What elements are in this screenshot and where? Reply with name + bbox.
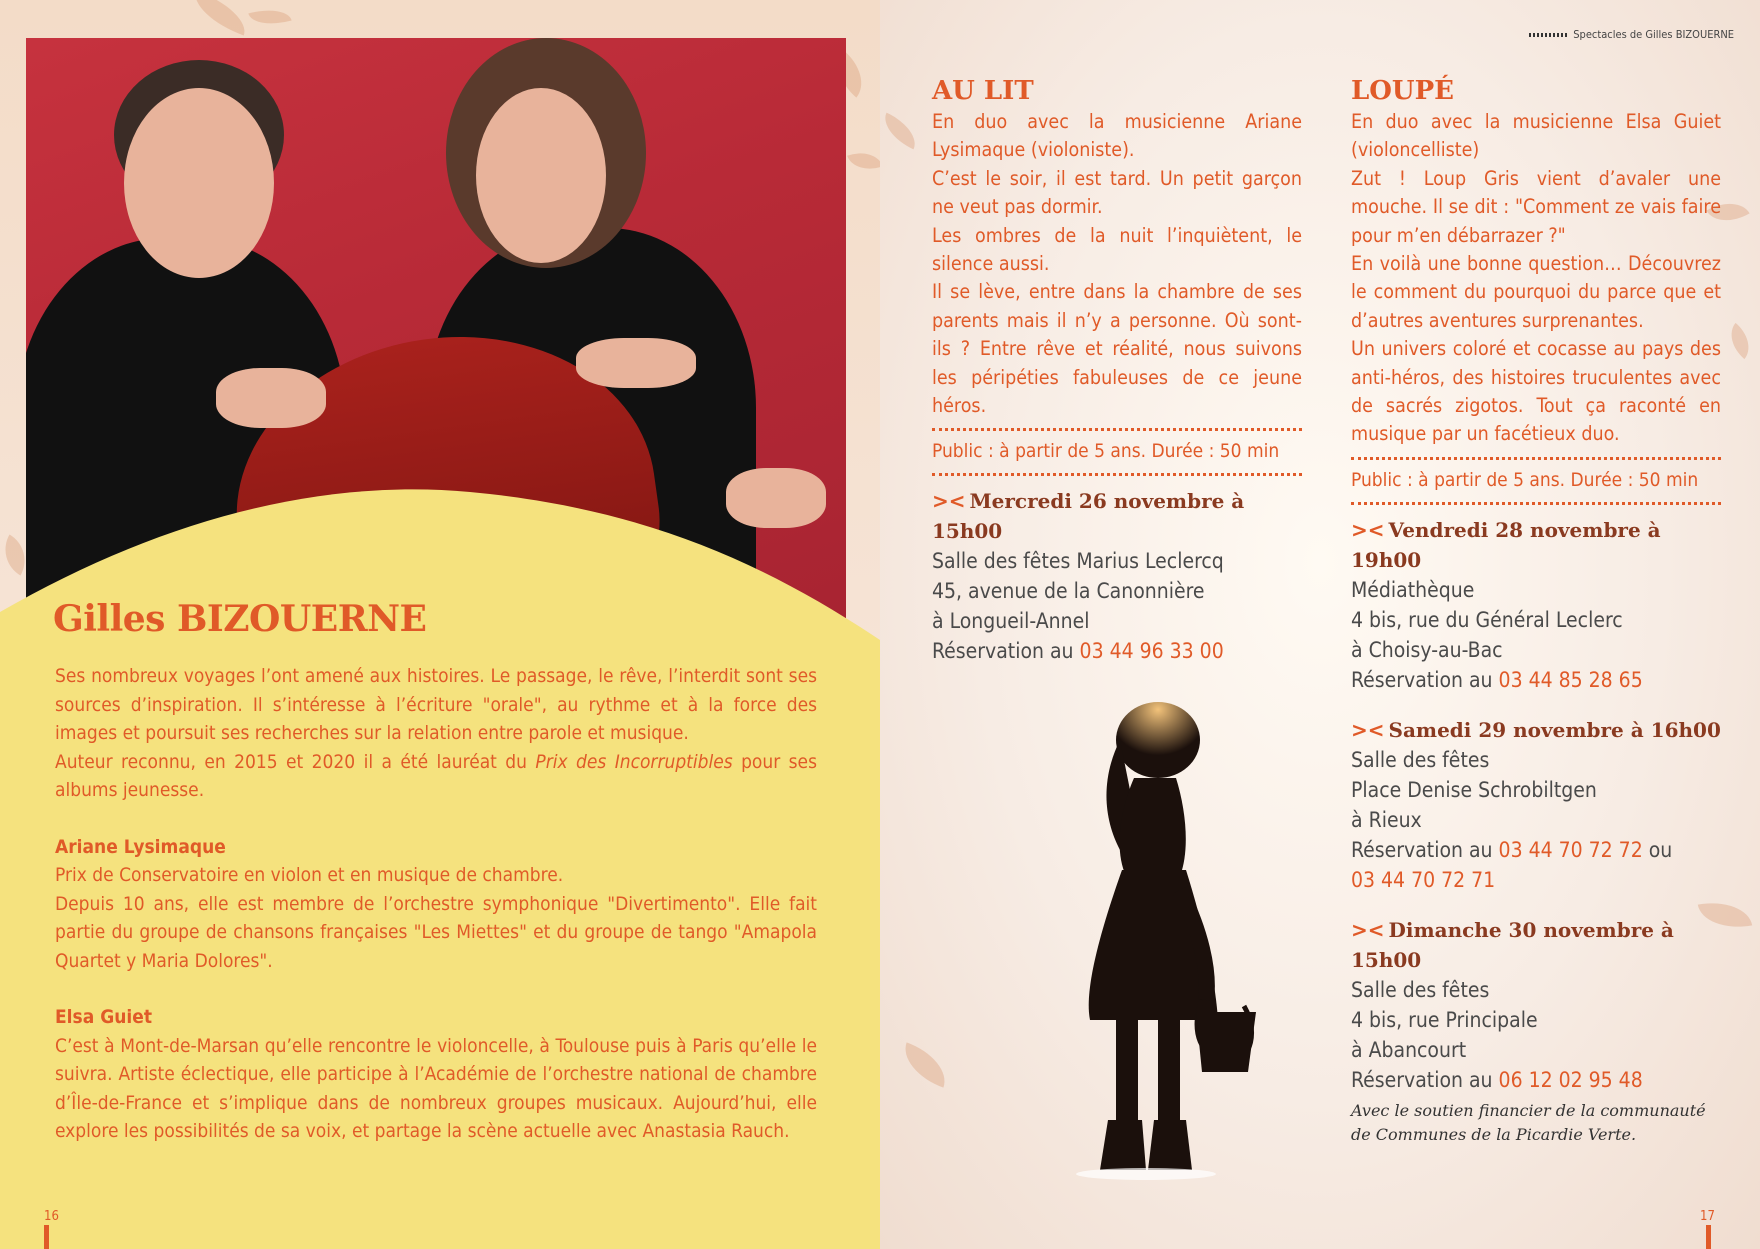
scissors-icon: >< — [1351, 517, 1385, 542]
leaf-decoration — [1721, 323, 1758, 359]
bio-text — [55, 662, 817, 1146]
description-paragraph: En voilà une bonne question… Découvrez le comment du pourquoi du parce que et d’autres aventures surprenantes. — [1351, 252, 1721, 332]
session-reservation — [1351, 835, 1721, 865]
session-address: 4 bis, rue Principale — [1351, 1007, 1538, 1032]
show-title: LOUPÉ — [1351, 76, 1454, 106]
reservation-label: Réservation au — [932, 639, 1080, 664]
description-paragraph: C’est le soir, il est tard. Un petit garçon ne veut pas dormir. — [932, 166, 1302, 219]
running-head — [1529, 28, 1734, 41]
session-town: à Abancourt — [1351, 1037, 1467, 1062]
session-address: 4 bis, rue du Général Leclerc — [1351, 607, 1623, 632]
ariane-heading: Ariane Lysimaque — [55, 835, 226, 858]
session-date-text: Dimanche 30 novembre à 15h00 — [1351, 917, 1674, 972]
session-reservation — [1351, 1065, 1721, 1095]
session-address: Place Denise Schrobiltgen — [1351, 777, 1597, 802]
spacer — [55, 805, 817, 833]
girl-silhouette-illustration — [1030, 700, 1290, 1220]
session-reservation-alt — [1351, 865, 1721, 895]
reservation-label: Réservation au — [1351, 837, 1499, 862]
spacer — [55, 975, 817, 1003]
session-venue: Salle des fêtes — [1351, 747, 1490, 772]
phone-separator: ou — [1642, 837, 1673, 862]
session — [1351, 915, 1721, 1095]
session-venue: Salle des fêtes — [1351, 977, 1490, 1002]
show-description — [1351, 108, 1721, 449]
session-date — [1351, 915, 1721, 975]
session — [1351, 515, 1721, 695]
session-date-text: Mercredi 26 novembre à 15h00 — [932, 489, 1245, 544]
artist-name: Gilles BIZOUERNE — [53, 598, 427, 640]
show-au-lit — [932, 76, 1302, 666]
elsa-bio-paragraph: C’est à Mont-de-Marsan qu’elle rencontre le violoncelle, à Toulouse puis à Paris qu’elle le suivra. Artiste éclectique, elle participe à l’Académie de l’orchestre national de chambre d’Île-de-France et s’implique dans de nombreux groupes musicaux. Aujourd’hui, elle explore les possibilités de sa voix, et partage la scène actuelle avec Anastasia Rauch. — [55, 1034, 817, 1142]
dotted-divider — [932, 473, 1302, 476]
dotted-divider — [1351, 502, 1721, 505]
session-date — [932, 486, 1302, 546]
show-title: AU LIT — [932, 76, 1034, 106]
page-number: 17 — [1700, 1209, 1715, 1224]
scissors-icon: >< — [932, 489, 966, 514]
audience-duration: Public : à partir de 5 ans. Durée : 50 min — [1351, 468, 1699, 491]
session — [1351, 715, 1721, 895]
page-number: 16 — [44, 1209, 59, 1224]
leaf-decoration — [896, 1042, 953, 1087]
running-head-text: Spectacles de Gilles BIZOUERNE — [1573, 28, 1734, 41]
session-date-text: Vendredi 28 novembre à 19h00 — [1351, 517, 1661, 572]
scissors-icon: >< — [1351, 917, 1385, 942]
gilles-bio-paragraph: Ses nombreux voyages l’ont amené aux histoires. Le passage, le rêve, l’interdit sont ses sources d’inspiration. Il s’intéresse à l’écriture "orale", au rythme et à la force des images et poursuit ses recherches sur la relation entre parole et musique. — [55, 665, 817, 744]
reservation-label: Réservation au — [1351, 667, 1499, 692]
audience-duration: Public : à partir de 5 ans. Durée : 50 min — [932, 440, 1280, 463]
dotted-divider — [1351, 457, 1721, 460]
text-span: Auteur reconnu, en 2015 et 2020 il a été lauréat du — [55, 750, 536, 773]
description-paragraph: En duo avec la musicienne Elsa Guiet (violoncelliste) — [1351, 110, 1721, 162]
description-paragraph: En duo avec la musicienne Ariane Lysimaque (violoniste). — [932, 110, 1302, 162]
text-span: pour ses albums jeunesse. — [55, 750, 817, 801]
session-date — [1351, 715, 1721, 745]
description-paragraph: Il se lève, entre dans la chambre de ses parents mais il n’y a personne. Où sont-ils ? Entre rêve et réalité, nous suivons les péripéties fabuleuses de ce jeune héros. — [932, 280, 1302, 418]
reservation-label: Réservation au — [1351, 1067, 1499, 1092]
description-paragraph: Les ombres de la nuit l’inquiètent, le silence aussi. — [932, 223, 1302, 276]
session-town: à Longueil-Annel — [932, 609, 1090, 634]
session-date-text: Samedi 29 novembre à 16h00 — [1388, 717, 1721, 742]
gilles-bio-paragraph — [55, 748, 817, 805]
elsa-heading: Elsa Guiet — [55, 1006, 153, 1028]
ariane-bio-paragraph: Prix de Conservatoire en violon et en musique de chambre. — [55, 864, 564, 886]
session-town: à Choisy-au-Bac — [1351, 637, 1503, 662]
leaf-decoration — [880, 113, 923, 150]
phone-number: 03 44 70 72 71 — [1351, 867, 1496, 892]
session-address: 45, avenue de la Canonnière — [932, 579, 1205, 604]
session-date — [1351, 515, 1721, 575]
show-loupe — [1351, 76, 1721, 1147]
phone-number: 06 12 02 95 48 — [1498, 1067, 1643, 1092]
description-paragraph: Zut ! Loup Gris vient d’avaler une mouche. Il se dit : "Comment ze vais faire pour m’en débarrazer ?" — [1351, 166, 1721, 247]
session — [932, 486, 1302, 666]
phone-number: 03 44 85 28 65 — [1498, 667, 1643, 692]
session-venue: Salle des fêtes Marius Leclercq — [932, 549, 1224, 574]
phone-number: 03 44 96 33 00 — [1079, 639, 1224, 664]
page-marker — [44, 1225, 49, 1249]
session-reservation — [932, 636, 1302, 666]
session-reservation — [1351, 665, 1721, 695]
ariane-bio-paragraph: Depuis 10 ans, elle est membre de l’orchestre symphonique "Divertimento". Elle fait partie du groupe de chansons françaises "Les Miettes" et du groupe de tango "Amapola Quartet y Maria Dolores". — [55, 892, 817, 972]
dots-decoration — [1529, 33, 1569, 37]
page-marker — [1706, 1225, 1711, 1249]
phone-number: 03 44 70 72 72 — [1498, 837, 1643, 862]
dotted-divider — [932, 428, 1302, 431]
scissors-icon: >< — [1351, 717, 1385, 742]
description-paragraph: Un univers coloré et cocasse au pays des anti-héros, des histoires truculentes avec de sacrés zigotos. Tout ça raconté en musique par un facétieux duo. — [1351, 337, 1721, 446]
funding-note: Avec le soutien financier de la communauté de Communes de la Picardie Verte. — [1351, 1100, 1706, 1144]
session-venue: Médiathèque — [1351, 577, 1475, 602]
award-name: Prix des Incorruptibles — [535, 750, 733, 773]
session-town: à Rieux — [1351, 807, 1422, 832]
show-description — [932, 108, 1302, 420]
